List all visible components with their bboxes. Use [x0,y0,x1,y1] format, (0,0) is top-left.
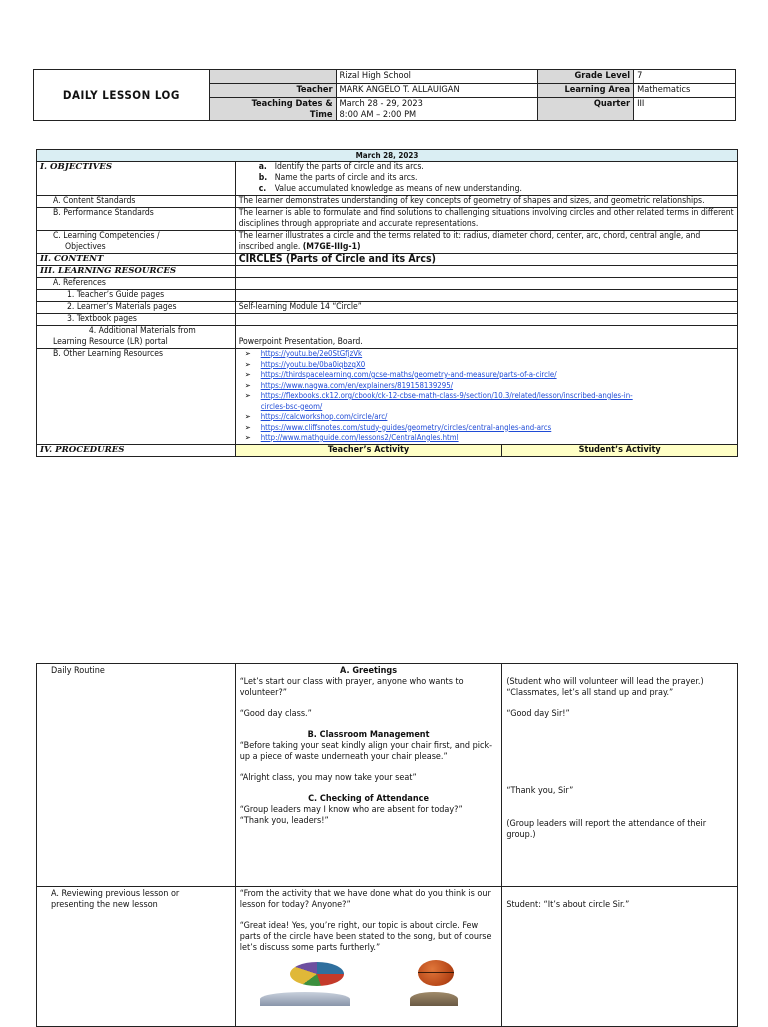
resources-label: III. LEARNING RESOURCES [37,266,236,278]
teacher-activity-header: Teacher’s Activity [235,444,502,456]
resource-link[interactable]: ➢ https://calcworkshop.com/circle/arc/ [239,412,734,423]
routine-text: “Before taking your seat kindly align your chair first, and pick-up a piece of waste underneath your chair please.” [239,741,493,762]
student-text: (Student who will volunteer will lead the prayer.) [506,677,704,687]
student-activity-header: Student’s Activity [502,444,738,456]
student-text: “Thank you, Sir” [506,786,574,796]
student-text: “Classmates, let’s all stand up and pray.” [506,688,674,698]
doc-title: DAILY LESSON LOG [34,70,210,121]
grade-label: Grade Level [538,70,634,84]
objective-item: c. Value accumulated knowledge as means of new understanding. [258,184,522,194]
competencies-label-line2: Objectives [65,242,106,252]
review-student [502,887,738,1027]
school-name: Rizal High School [336,70,538,84]
competency-code: (M7GE-IIIg-1) [302,242,361,252]
routine-text: “Group leaders may I know who are absent for today?” [239,805,463,815]
routine-text: “Good day class.” [239,709,312,719]
classroom-management-heading: B. Classroom Management [307,730,430,740]
lesson-table [36,149,738,457]
resource-link-continued[interactable]: circles-bsc-geom/ [260,401,323,411]
competencies-label-line1: C. Learning Competencies / [53,231,160,241]
dates-label-line1: Teaching Dates & [251,98,333,109]
plate-image [260,992,350,1006]
resource-link[interactable]: ➢ https://www.nagwa.com/en/explainers/819158139295/ [239,381,734,392]
other-resources-label: B. Other Learning Resources [37,349,236,445]
resource-link[interactable]: ➢ http://www.mathguide.com/lessons2/CentralAngles.html [239,433,734,444]
greetings-heading: A. Greetings [340,666,398,676]
wheel-image [410,992,458,1006]
content-standards: The learner demonstrates understanding of key concepts of geometry of shapes and sizes, and geometric relationships. [235,196,737,208]
references-label: A. References [37,278,236,290]
teacher-label: Teacher [209,84,336,98]
dates-label-line2: Time [309,109,333,120]
dates-cell [336,98,538,121]
procedures-table [36,663,738,1027]
review-label [37,887,236,1027]
objective-item: b. Name the parts of circle and its arcs. [258,173,418,183]
time-value: 8:00 AM – 2:00 PM [339,109,417,120]
additional-materials-label [37,326,236,349]
pie-chart-image [290,962,344,986]
other-resources-links [235,349,737,445]
attendance-heading: C. Checking of Attendance [308,794,429,804]
daily-routine-label: Daily Routine [37,664,236,887]
dates-label [209,98,336,121]
objectives-list [235,162,737,196]
lesson-date: March 28, 2023 [37,150,738,162]
learners-materials: Self-learning Module 14 “Circle” [235,302,737,314]
competencies [235,231,737,254]
resources-cell [235,266,737,278]
review-text: “Great idea! Yes, you’re right, our topic is about circle. Few parts of the circle have been stated to the song, but of course let’s discuss some parts furtherly.” [239,921,492,953]
learners-materials-label: 2. Learner’s Materials pages [37,302,236,314]
objectives-label: I. OBJECTIVES [37,162,236,196]
header-table [33,69,736,121]
basketball-image [418,960,454,986]
competencies-label [37,231,236,254]
review-text: “From the activity that we have done what do you think is our lesson for today? Anyone?” [239,889,491,910]
teachers-guide-cell [235,290,737,302]
routine-teacher [235,664,502,887]
review-label-line2: presenting the new lesson [51,900,158,910]
references-cell [235,278,737,290]
dates-value: March 28 - 29, 2023 [339,98,423,109]
student-text: (Group leaders will report the attendance of their group.) [506,819,707,840]
teachers-guide-label: 1. Teacher’s Guide pages [37,290,236,302]
area-value: Mathematics [634,84,736,98]
resource-link[interactable]: ➢ https://www.cliffsnotes.com/study-guides/geometry/circles/central-angles-and-arcs [239,423,734,434]
textbook-cell [235,314,737,326]
student-text: “Good day Sir!” [506,709,570,719]
content-label: II. CONTENT [37,254,236,266]
routine-text: “Alright class, you may now take your seat” [239,773,417,783]
procedures-label: IV. PROCEDURES [37,444,236,456]
routine-text: “Thank you, leaders!” [239,816,329,826]
review-student-text: Student: “It’s about circle Sir.” [506,900,630,910]
content-standards-label: A. Content Standards [37,196,236,208]
performance-standards-label: B. Performance Standards [37,208,236,231]
additional-materials: Powerpoint Presentation, Board. [235,326,737,349]
review-label-line1: A. Reviewing previous lesson or [51,889,180,899]
resource-link[interactable]: ➢ https://flexbooks.ck12.org/cbook/ck-12-cbse-math-class-9/section/10.3/related/lesson/inscribed-angles-in- [239,391,734,402]
quarter-label: Quarter [538,98,634,121]
resource-link[interactable]: ➢ https://youtu.be/2e0StGfjzVk [239,349,734,360]
routine-text: “Let’s start our class with prayer, anyone who wants to volunteer?” [239,677,464,698]
additional-label-line1: 4. Additional Materials from [88,326,196,336]
content-topic: CIRCLES (Parts of Circle and its Arcs) [235,254,737,266]
textbook-label: 3. Textbook pages [37,314,236,326]
objective-item: a. Identify the parts of circle and its arcs. [258,162,424,172]
review-teacher [235,887,502,1027]
additional-label-line2: Learning Resource (LR) portal [53,337,168,347]
resource-link[interactable]: ➢ https://youtu.be/0ba0iqbzqX0 [239,360,734,371]
circle-objects-images [240,960,498,1000]
grade-value: 7 [634,70,736,84]
performance-standards: The learner is able to formulate and find solutions to challenging situations involving circles and other related terms in different disciplines through appropriate and accurate representations. [235,208,737,231]
routine-student [502,664,738,887]
resource-link[interactable]: ➢ https://thirdspacelearning.com/gcse-maths/geometry-and-measure/parts-of-a-circle/ [239,370,734,381]
quarter-value: III [634,98,736,121]
school-label-cell [209,70,336,84]
teacher-name: MARK ANGELO T. ALLAUIGAN [336,84,538,98]
competencies-text: The learner illustrates a circle and the terms related to it: radius, diameter chord, center, arc, chord, central angle, and inscribed angle. [238,231,701,252]
area-label: Learning Area [538,84,634,98]
